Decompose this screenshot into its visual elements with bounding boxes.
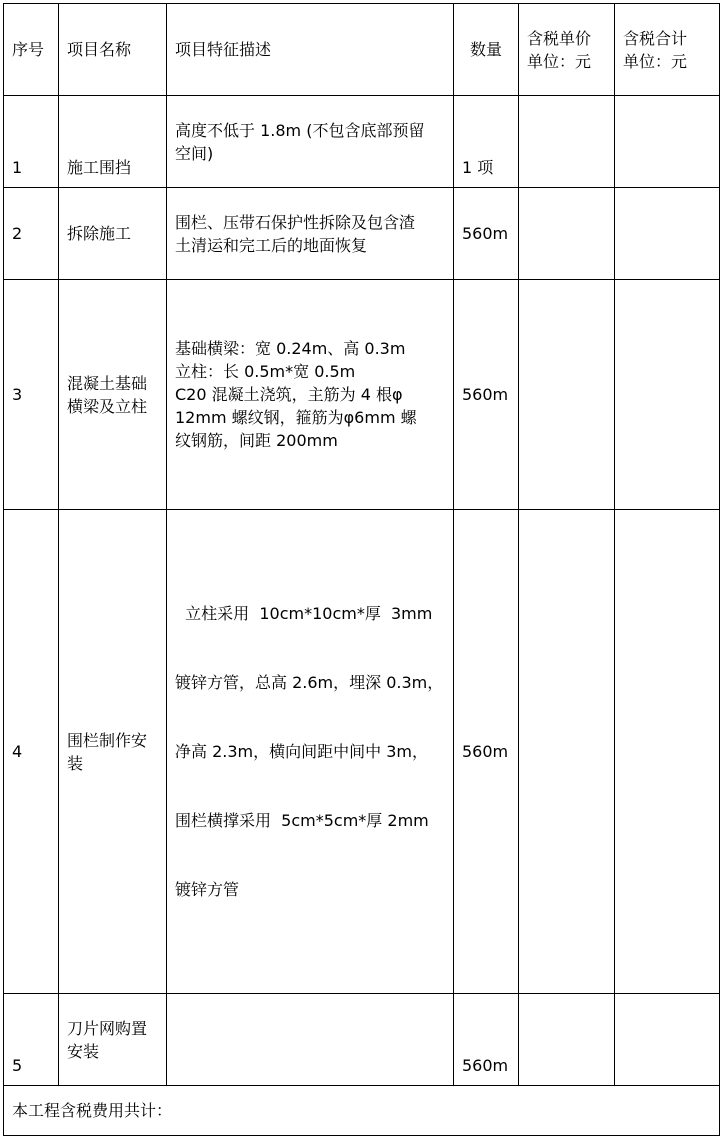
row-item-name: 拆除施工: [59, 188, 167, 280]
desc-line: 基础横梁：宽 0.24m、高 0.3m: [175, 339, 406, 358]
name-line: 混凝土基础: [67, 373, 148, 393]
row-item-description: [167, 96, 454, 188]
row-total-price: [615, 994, 720, 1086]
row-seq: 4: [4, 510, 59, 994]
row-quantity: 560m: [454, 188, 519, 280]
desc-line: 立柱：长 0.5m*宽 0.5m: [175, 362, 356, 381]
desc-line: 土清运和完工后的地面恢复: [175, 235, 368, 255]
table-row: [4, 280, 720, 510]
row-total-price: [615, 96, 720, 188]
row-seq: 1: [4, 96, 59, 188]
row-item-name: [59, 994, 167, 1086]
row-quantity: 560m: [454, 280, 519, 510]
row-unit-price: [519, 188, 615, 280]
row-item-description: [167, 280, 454, 510]
header-unit-price-label: 含税单价: [527, 28, 592, 48]
header-quantity: 数量: [454, 4, 519, 96]
row-item-name: [59, 510, 167, 994]
row-item-name: [59, 280, 167, 510]
row-item-description: [167, 188, 454, 280]
desc-line: 镀锌方管，总高 2.6m，埋深 0.3m，: [175, 673, 444, 692]
row-item-description: [167, 510, 454, 994]
header-seq: 序号: [4, 4, 59, 96]
row-quantity: 1 项: [454, 96, 519, 188]
row-unit-price: [519, 280, 615, 510]
desc-line: 净高 2.3m，横向间距中间中 3m，: [175, 742, 428, 761]
bill-of-quantities-table: [3, 3, 720, 1136]
desc-line: 围栏横撑采用 5cm*5cm*厚 2mm: [175, 811, 429, 830]
desc-line: 纹钢筋，间距 200mm: [175, 431, 338, 450]
row-seq: 2: [4, 188, 59, 280]
row-seq: 5: [4, 994, 59, 1086]
name-line: 围栏制作安: [67, 730, 148, 750]
row-item-description: [167, 994, 454, 1086]
row-item-name: 施工围挡: [59, 96, 167, 188]
row-unit-price: [519, 510, 615, 994]
desc-line: 立柱采用 10cm*10cm*厚 3mm: [175, 604, 433, 623]
row-seq: 3: [4, 280, 59, 510]
name-line: 横梁及立柱: [67, 396, 148, 416]
row-total-price: [615, 510, 720, 994]
desc-line: C20 混凝土浇筑，主筋为 4 根φ: [175, 385, 403, 404]
row-unit-price: [519, 96, 615, 188]
header-unit-price: [519, 4, 615, 96]
table-row: [4, 188, 720, 280]
desc-line: 空间): [175, 143, 214, 163]
header-total-price-unit: 单位：元: [623, 51, 688, 71]
row-total-price: [615, 188, 720, 280]
row-total-price: [615, 280, 720, 510]
name-line: 装: [67, 753, 84, 773]
total-row: [4, 1086, 720, 1136]
header-total-price: [615, 4, 720, 96]
total-label: 本工程含税费用共计：: [4, 1086, 720, 1136]
desc-line: 高度不低于 1.8m (不包含底部预留: [175, 120, 425, 140]
desc-line: 12mm 螺纹钢，箍筋为φ6mm 螺: [175, 408, 417, 427]
row-unit-price: [519, 994, 615, 1086]
header-item-description: 项目特征描述: [167, 4, 454, 96]
header-item-name: 项目名称: [59, 4, 167, 96]
header-unit-price-unit: 单位：元: [527, 51, 592, 71]
table-row: [4, 96, 720, 188]
name-line: 刀片网购置: [67, 1018, 148, 1038]
table-header-row: [4, 4, 720, 96]
desc-line: 镀锌方管: [175, 880, 240, 899]
desc-line: 围栏、压带石保护性拆除及包含渣: [175, 212, 416, 232]
table-row: [4, 994, 720, 1086]
row-quantity: 560m: [454, 510, 519, 994]
name-line: 安装: [67, 1041, 100, 1061]
table-row: [4, 510, 720, 994]
header-total-price-label: 含税合计: [623, 28, 688, 48]
row-quantity: 560m: [454, 994, 519, 1086]
